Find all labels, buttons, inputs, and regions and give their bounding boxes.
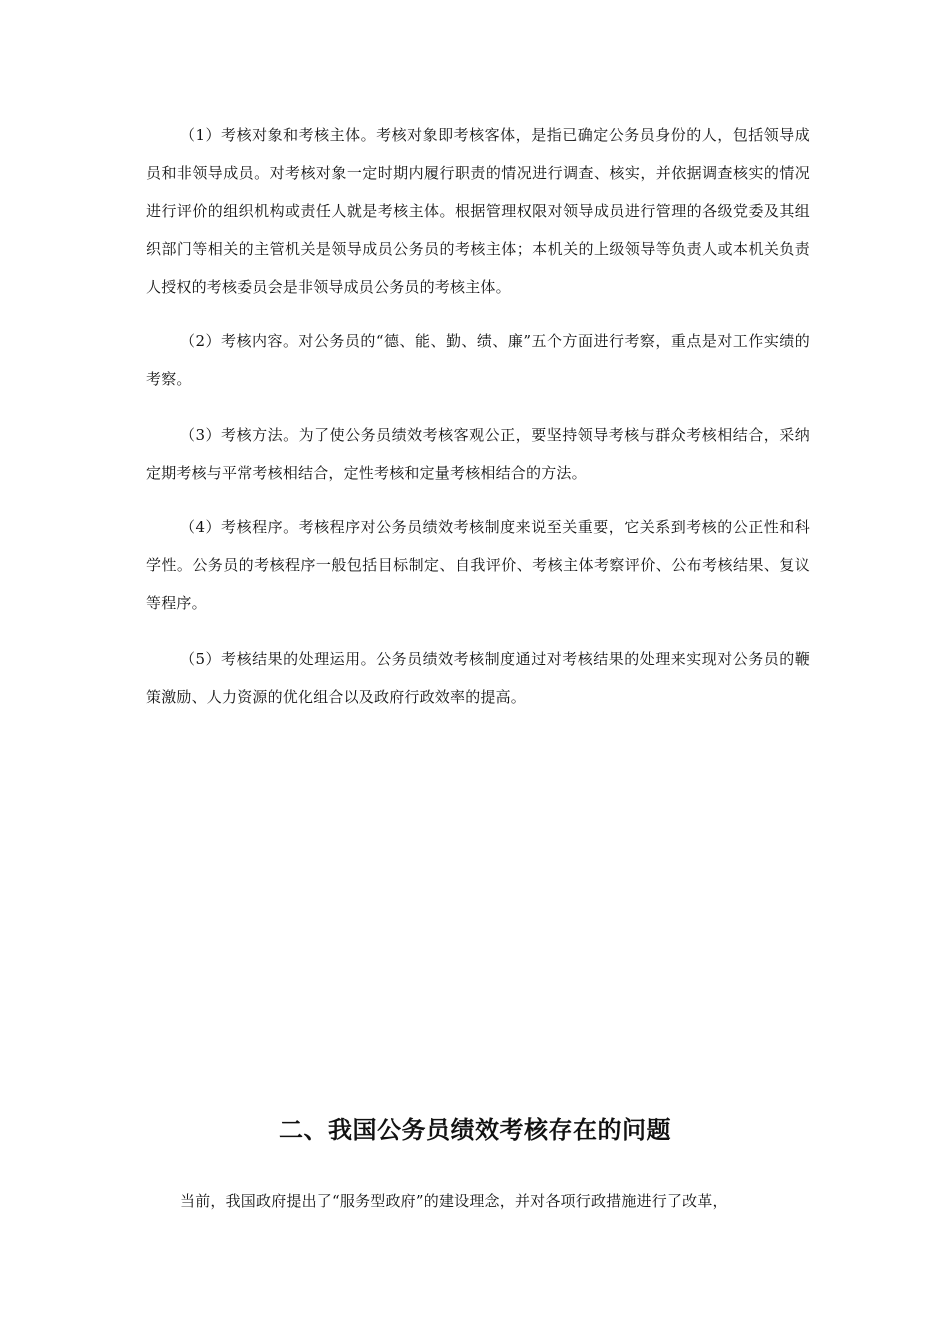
paragraph-assessment-subject: （1）考核对象和考核主体。考核对象即考核客体，是指已确定公务员身份的人，包括领导成员和非领导成员。对考核对象一定时期内履行职责的情况进行调查、核实，并依据调查核实的情况进行评价的组织机构或责任人就是考核主体。根据管理权限对领导成员进行管理的各级党委及其组织部门等相关的主管机关是领导成员公务员的考核主体；本机关的上级领导等负责人或本机关负责人授权的考核委员会是非领导成员公务员的考核主体。 — [146, 126, 810, 296]
section-heading: 二、我国公务员绩效考核存在的问题 — [279, 1116, 671, 1144]
section-intro-paragraph: 当前，我国政府提出了“服务型政府”的建设理念，并对各项行政措施进行了改革， — [180, 1192, 728, 1210]
paragraph-assessment-content: （2）考核内容。对公务员的“德、能、勤、绩、廉”五个方面进行考察，重点是对工作实绩的考察。 — [146, 332, 810, 388]
paragraph-assessment-procedure: （4）考核程序。考核程序对公务员绩效考核制度来说至关重要，它关系到考核的公正性和科学性。公务员的考核程序一般包括目标制定、自我评价、考核主体考察评价、公布考核结果、复议等程序。 — [146, 518, 810, 612]
paragraph-assessment-result-use: （5）考核结果的处理运用。公务员绩效考核制度通过对考核结果的处理来实现对公务员的鞭策激励、人力资源的优化组合以及政府行政效率的提高。 — [146, 650, 810, 706]
paragraph-assessment-method: （3）考核方法。为了使公务员绩效考核客观公正，要坚持领导考核与群众考核相结合，采纳定期考核与平常考核相结合，定性考核和定量考核相结合的方法。 — [146, 426, 810, 482]
